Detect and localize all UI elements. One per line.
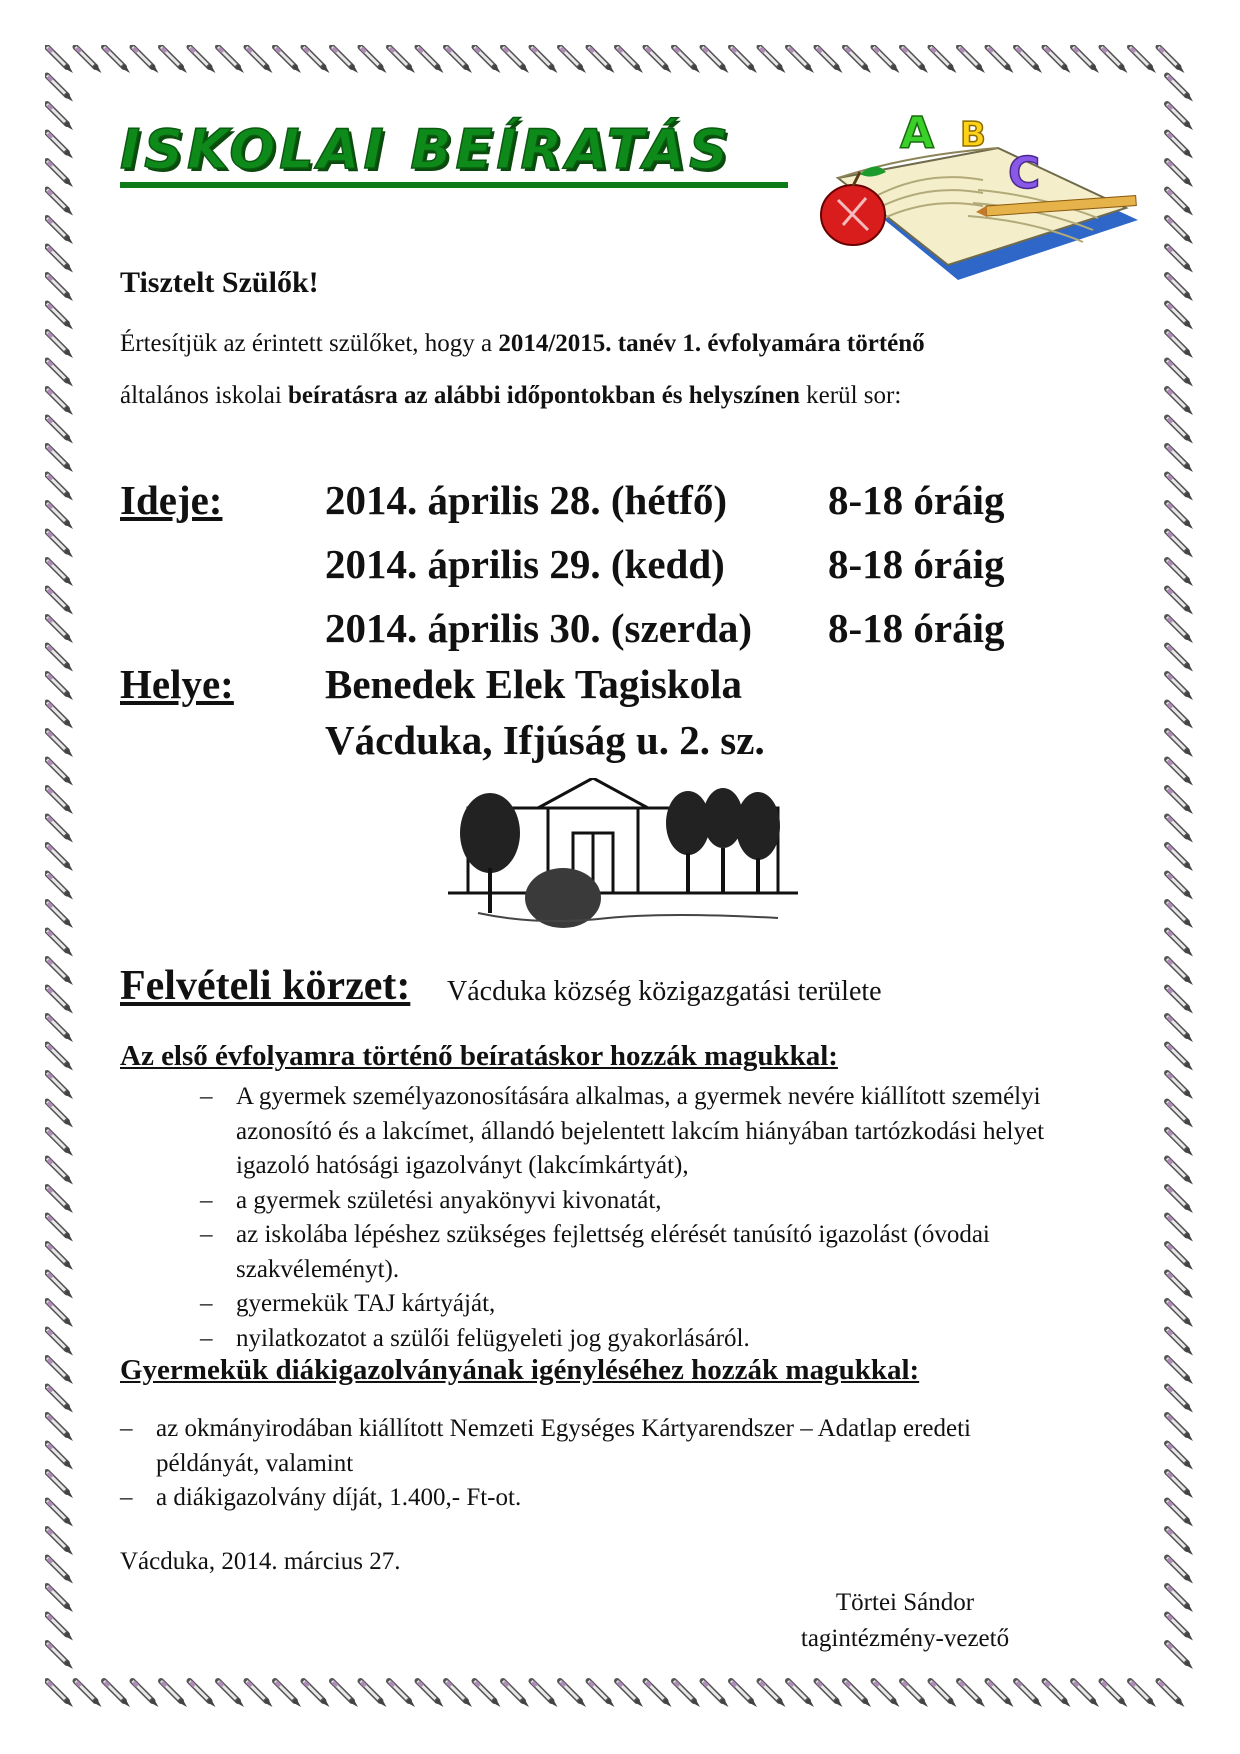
list-item-text: nyilatkozatot a szülői felügyeleti jog gyakorlásáról.: [236, 1324, 750, 1352]
pencil-icon: [47, 275, 73, 301]
pencil-icon: [47, 1472, 73, 1498]
place-and-date: Vácduka, 2014. március 27.: [120, 1548, 401, 1575]
intro-text: általános iskolai: [120, 382, 289, 409]
pencil-icon: [332, 47, 358, 73]
pencil-icon: [47, 1529, 73, 1555]
pencil-icon: [47, 47, 73, 73]
pencil-icon: [1167, 1045, 1193, 1071]
pencil-icon: [1167, 1558, 1193, 1584]
pencil-icon: [418, 1681, 444, 1707]
pencil-icon: [47, 418, 73, 444]
dash-marker: –: [200, 1290, 213, 1317]
pencil-icon: [1167, 1187, 1193, 1213]
pencil-icon: [47, 503, 73, 529]
date-2: 2014. április 29. (kedd): [325, 541, 725, 587]
pencil-icon: [47, 1102, 73, 1128]
pencil-icon: [47, 1016, 73, 1042]
pencil-icon: [1167, 332, 1193, 358]
pencil-icon: [1167, 475, 1193, 501]
list-item-text: az iskolába lépéshez szükséges fejlettség elérését tanúsító igazolást (óvodai szakvéleményt).: [236, 1221, 990, 1283]
list-item-text: a gyermek születési anyakönyvi kivonatát,: [236, 1186, 662, 1214]
pencil-icon: [1167, 218, 1193, 244]
letter-b: B: [960, 115, 986, 155]
pencil-icon: [931, 1681, 957, 1707]
pencil-icon: [874, 47, 900, 73]
pencil-icon: [1167, 1387, 1193, 1413]
pencil-icon: [304, 47, 330, 73]
pencil-icon: [47, 1330, 73, 1356]
pencil-icon: [1167, 617, 1193, 643]
pencil-icon: [104, 1681, 130, 1707]
intro-text: kerül sor:: [799, 382, 902, 409]
pencil-icon: [931, 47, 957, 73]
pencil-icon: [47, 902, 73, 928]
pencil-icon: [589, 47, 615, 73]
pencil-icon: [1167, 1358, 1193, 1384]
district-label: Felvételi körzet:: [120, 963, 411, 1009]
pencil-icon: [1167, 1016, 1193, 1042]
pencil-icon: [1167, 703, 1193, 729]
pencil-icon: [76, 47, 102, 73]
pencil-icon: [1167, 1073, 1193, 1099]
pencil-icon: [1167, 1273, 1193, 1299]
dash-marker: –: [120, 1415, 133, 1442]
pencil-icon: [1016, 47, 1042, 73]
pencil-icon: [47, 532, 73, 558]
pencil-icon: [47, 931, 73, 957]
pencil-icon: [1130, 1681, 1156, 1707]
pencil-icon: [47, 589, 73, 615]
location-address: Vácduka, Ifjúság u. 2. sz.: [325, 717, 765, 763]
pencil-icon: [47, 1387, 73, 1413]
pencil-icon: [389, 47, 415, 73]
pencil-icon: [47, 817, 73, 843]
pencil-icon: [361, 47, 387, 73]
pencil-icon: [190, 1681, 216, 1707]
pencil-icon: [1167, 304, 1193, 330]
pencil-icon: [47, 332, 73, 358]
pencil-icon: [47, 389, 73, 415]
pencil-icon: [47, 731, 73, 757]
signatory-title: tagintézmény-vezető: [800, 1625, 1010, 1652]
pencil-icon: [1167, 1586, 1193, 1612]
list-item: [200, 1322, 1080, 1357]
pencil-icon: [47, 760, 73, 786]
pencil-icon: [1167, 560, 1193, 586]
pencil-icon: [703, 47, 729, 73]
pencil-icon: [47, 674, 73, 700]
ideje-label: Ideje:: [120, 477, 223, 523]
pencil-icon: [1167, 1501, 1193, 1527]
pencil-icon: [1159, 1681, 1185, 1707]
title-underline: [120, 182, 788, 188]
pencil-icon: [47, 1358, 73, 1384]
pencil-icon: [646, 47, 672, 73]
helye-label: Helye:: [120, 661, 234, 707]
pencil-icon: [1167, 1244, 1193, 1270]
pencil-icon: [1167, 959, 1193, 985]
pencil-icon: [47, 1643, 73, 1669]
pencil-icon: [1167, 1472, 1193, 1498]
pencil-icon: [47, 218, 73, 244]
pencil-icon: [646, 1681, 672, 1707]
pencil-icon: [617, 1681, 643, 1707]
pencil-icon: [1167, 361, 1193, 387]
pencil-icon: [1167, 1529, 1193, 1555]
pencil-icon: [1167, 133, 1193, 159]
pencil-icon: [1167, 1130, 1193, 1156]
pencil-icon: [1167, 161, 1193, 187]
pencil-icon: [1167, 1102, 1193, 1128]
pencil-icon: [47, 874, 73, 900]
pencil-icon: [1167, 1643, 1193, 1669]
pencil-icon: [1167, 532, 1193, 558]
pencil-icon: [731, 1681, 757, 1707]
pencil-icon: [47, 76, 73, 102]
pencil-icon: [845, 47, 871, 73]
pencil-icon: [1167, 674, 1193, 700]
pencil-icon: [161, 47, 187, 73]
pencil-icon: [1167, 1216, 1193, 1242]
pencil-icon: [560, 1681, 586, 1707]
pencil-icon: [674, 1681, 700, 1707]
letter-c: C: [1008, 148, 1041, 199]
pencil-icon: [1167, 902, 1193, 928]
time-3: 8-18 óráig: [828, 605, 1005, 651]
pencil-icon: [47, 1045, 73, 1071]
pencil-icon: [1102, 1681, 1128, 1707]
pencil-icon: [1167, 1330, 1193, 1356]
pencil-icon: [1045, 47, 1071, 73]
pencil-icon: [247, 47, 273, 73]
pencil-icon: [1167, 1444, 1193, 1470]
pencil-icon: [47, 1130, 73, 1156]
pencil-icon: [959, 47, 985, 73]
pencil-icon: [1167, 275, 1193, 301]
pencil-icon: [446, 1681, 472, 1707]
intro-line-2: [120, 382, 901, 410]
dash-marker: –: [200, 1324, 213, 1352]
pencil-icon: [361, 1681, 387, 1707]
pencil-icon: [47, 446, 73, 472]
list-item: [200, 1218, 1080, 1287]
pencil-icon: [817, 1681, 843, 1707]
pencil-icon: [1167, 1415, 1193, 1441]
pencil-icon: [47, 1216, 73, 1242]
pencil-icon: [1167, 874, 1193, 900]
pencil-icon: [76, 1681, 102, 1707]
time-1: 8-18 óráig: [828, 477, 1005, 523]
pencil-icon: [47, 1244, 73, 1270]
pencil-icon: [47, 475, 73, 501]
pencil-icon: [1130, 47, 1156, 73]
pencil-icon: [1167, 817, 1193, 843]
pencil-icon: [532, 47, 558, 73]
pencil-icon: [47, 646, 73, 672]
pencil-icon: [161, 1681, 187, 1707]
letter-a: A: [900, 108, 935, 159]
date-3: 2014. április 30. (szerda): [325, 605, 753, 651]
pencil-icon: [47, 1586, 73, 1612]
pencil-icon: [47, 1415, 73, 1441]
pencil-icon: [617, 47, 643, 73]
list-item-text: A gyermek személyazonosítására alkalmas, a gyermek nevére kiállított személyi azonosító és a lakcímet, állandó bejelentett lakcím hiányában tartózkodási helyet igazoló hatósági igazolványt (lakcímkártyát),: [236, 1083, 1045, 1179]
pencil-icon: [1167, 418, 1193, 444]
pencil-icon: [47, 988, 73, 1014]
list-item-text: gyermekük TAJ kártyáját,: [236, 1290, 496, 1317]
abc-book-illustration: [808, 100, 1148, 290]
pencil-icon: [1167, 845, 1193, 871]
pencil-icon: [47, 104, 73, 130]
pencil-icon: [218, 1681, 244, 1707]
pencil-icon: [503, 1681, 529, 1707]
pencil-icon: [1167, 389, 1193, 415]
pencil-icon: [1045, 1681, 1071, 1707]
pencil-icon: [1073, 1681, 1099, 1707]
pencil-icon: [874, 1681, 900, 1707]
greeting: Tisztelt Szülők!: [120, 266, 319, 299]
pencil-icon: [133, 1681, 159, 1707]
pencil-icon: [47, 617, 73, 643]
pencil-icon: [47, 959, 73, 985]
intro-line-1: [120, 330, 925, 358]
section-heading-student-id: Gyermekük diákigazolványának igényléséhez hozzák magukkal:: [120, 1354, 920, 1386]
pencil-icon: [47, 1444, 73, 1470]
pencil-icon: [902, 1681, 928, 1707]
signature-block: [740, 1585, 1070, 1657]
pencil-icon: [988, 47, 1014, 73]
pencil-icon: [1167, 1301, 1193, 1327]
time-2: 8-18 óráig: [828, 541, 1005, 587]
pencil-icon: [47, 1558, 73, 1584]
pencil-icon: [47, 361, 73, 387]
list-item: [200, 1080, 1080, 1184]
pencil-icon: [218, 47, 244, 73]
pencil-icon: [47, 560, 73, 586]
pencil-icon: [104, 47, 130, 73]
pencil-icon: [589, 1681, 615, 1707]
list-item: [200, 1287, 1080, 1322]
pencil-icon: [532, 1681, 558, 1707]
pencil-icon: [247, 1681, 273, 1707]
list-item-text: az okmányirodában kiállított Nemzeti Egységes Kártyarendszer – Adatlap eredeti példányát, valamint: [156, 1415, 971, 1477]
location-school: Benedek Elek Tagiskola: [325, 661, 742, 707]
intro-emphasis: beíratásra az alábbi időpontokban és helyszínen: [288, 382, 800, 409]
pencil-icon: [1167, 731, 1193, 757]
school-building-sketch: [448, 778, 798, 938]
pencil-icon: [275, 1681, 301, 1707]
pencil-icon: [902, 47, 928, 73]
dash-marker: –: [120, 1484, 133, 1511]
pencil-icon: [47, 1159, 73, 1185]
pencil-icon: [1102, 47, 1128, 73]
pencil-icon: [389, 1681, 415, 1707]
pencil-icon: [47, 788, 73, 814]
signatory-name: Törtei Sándor: [835, 1589, 975, 1616]
pencil-icon: [788, 47, 814, 73]
pencil-icon: [332, 1681, 358, 1707]
pencil-icon: [1167, 247, 1193, 273]
pencil-icon: [133, 47, 159, 73]
list-item-text: a diákigazolvány díját, 1.400,- Ft-ot.: [156, 1484, 522, 1511]
pencil-icon: [47, 1301, 73, 1327]
pencil-icon: [1167, 190, 1193, 216]
intro-emphasis: 2014/2015. tanév 1. évfolyamára történő: [498, 330, 925, 357]
pencil-icon: [190, 47, 216, 73]
list-item: [200, 1184, 1080, 1219]
pencil-icon: [47, 247, 73, 273]
dash-marker: –: [200, 1083, 213, 1110]
pencil-icon: [47, 1615, 73, 1641]
dash-marker: –: [200, 1186, 213, 1214]
pencil-icon: [703, 1681, 729, 1707]
pencil-icon: [475, 47, 501, 73]
pencil-icon: [1167, 1159, 1193, 1185]
pencil-icon: [47, 190, 73, 216]
pencil-icon: [304, 1681, 330, 1707]
district-text: Vácduka község közigazgatási területe: [447, 976, 882, 1007]
list-item: [120, 1412, 1080, 1481]
pencil-icon: [503, 47, 529, 73]
pencil-icon: [275, 47, 301, 73]
pencil-icon: [418, 47, 444, 73]
pencil-icon: [1167, 503, 1193, 529]
pencil-icon: [1167, 988, 1193, 1014]
pencil-icon: [560, 47, 586, 73]
pencil-icon: [1167, 788, 1193, 814]
list-item: [120, 1481, 1080, 1516]
pencil-icon: [788, 1681, 814, 1707]
pencil-icon: [47, 1073, 73, 1099]
pencil-icon: [47, 1187, 73, 1213]
pencil-icon: [47, 1273, 73, 1299]
pencil-icon: [959, 1681, 985, 1707]
pencil-icon: [47, 133, 73, 159]
pencil-icon: [760, 47, 786, 73]
pencil-icon: [1167, 76, 1193, 102]
pencil-icon: [1167, 104, 1193, 130]
pencil-icon: [1167, 646, 1193, 672]
intro-text: Értesítjük az érintett szülőket, hogy a: [120, 330, 499, 357]
pencil-icon: [1167, 931, 1193, 957]
document-title: ISKOLAI BEÍRATÁS: [120, 118, 733, 181]
pencil-icon: [47, 845, 73, 871]
pencil-icon: [446, 47, 472, 73]
pencil-icon: [988, 1681, 1014, 1707]
pencil-icon: [817, 47, 843, 73]
pencil-icon: [47, 1681, 73, 1707]
pencil-icon: [1167, 1615, 1193, 1641]
pencil-icon: [760, 1681, 786, 1707]
pencil-icon: [731, 47, 757, 73]
pencil-icon: [1167, 446, 1193, 472]
date-1: 2014. április 28. (hétfő): [325, 477, 727, 523]
pencil-icon: [47, 703, 73, 729]
pencil-icon: [1073, 47, 1099, 73]
enrollment-list: [200, 1080, 1080, 1356]
dash-marker: –: [200, 1221, 213, 1248]
pencil-icon: [1159, 47, 1185, 73]
pencil-icon: [845, 1681, 871, 1707]
student-id-list: [120, 1412, 1080, 1516]
pencil-icon: [475, 1681, 501, 1707]
section-heading-enrollment: Az első évfolyamra történő beíratáskor hozzák magukkal:: [120, 1040, 838, 1072]
pencil-icon: [47, 161, 73, 187]
pencil-icon: [674, 47, 700, 73]
pencil-icon: [1167, 589, 1193, 615]
pencil-icon: [47, 304, 73, 330]
pencil-icon: [1016, 1681, 1042, 1707]
pencil-icon: [47, 1501, 73, 1527]
pencil-icon: [1167, 760, 1193, 786]
